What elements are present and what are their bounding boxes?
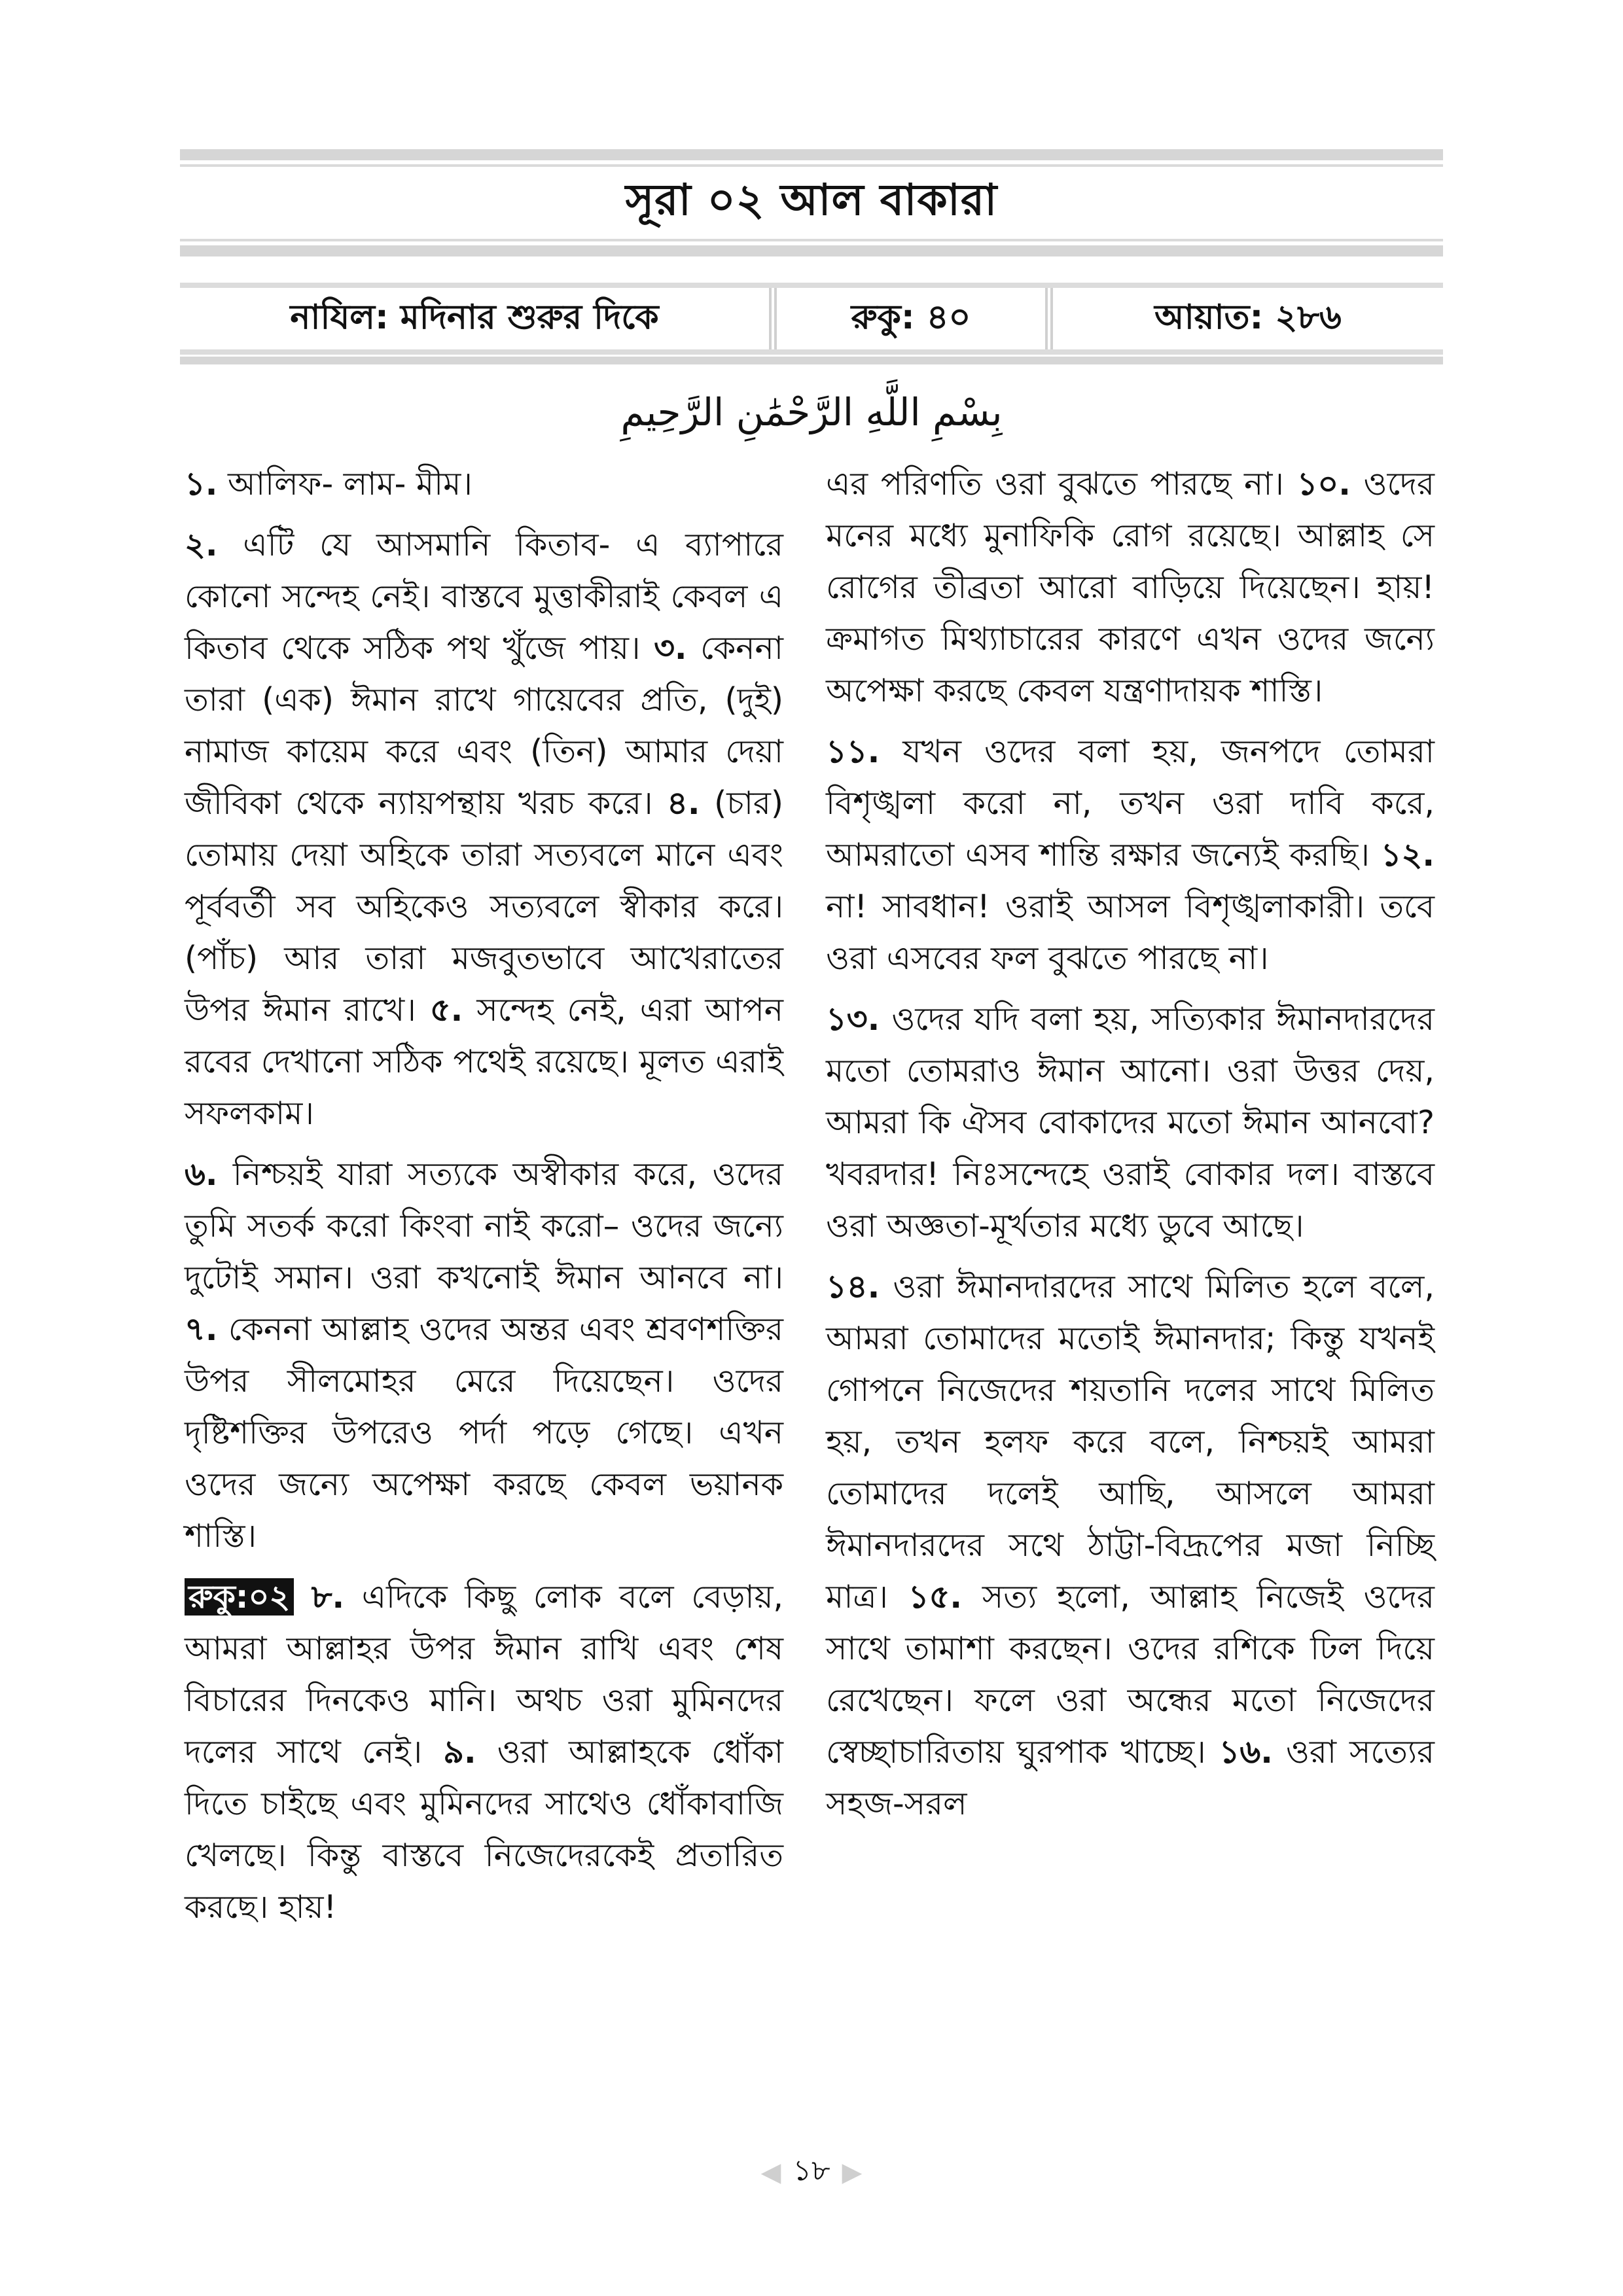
verse-text: (চার) তোমায় দেয়া অহিকে তারা সত্যবলে মানে এবং পূর্ববর্তী সব অহিকেও সত্যবলে স্বীকার করে। (পাঁচ) আর তারা মজবুতভাবে আখেরাতের উপর ঈমান রাখে। xyxy=(185,785,783,1029)
revelation-text: নাযিল: মদিনার শুরুর দিকে xyxy=(290,297,659,337)
right-column xyxy=(826,458,1435,1839)
chevron-left-icon: ◀ xyxy=(760,2157,781,2187)
verse-number: ১. xyxy=(185,465,218,503)
verse-number: ১১. xyxy=(826,733,880,770)
verse-paragraph xyxy=(826,726,1435,984)
verse-number: ৯. xyxy=(443,1733,476,1771)
verse-paragraph xyxy=(185,1148,783,1562)
verse-number: ১৬. xyxy=(1219,1733,1273,1771)
verse-text: এটি যে আসমানি কিতাব- এ ব্যাপারে কোনো সন্দেহ নেই। বাস্তবে মুত্তাকীরাই কেবল এ কিতাব থেকে সঠিক পথ খুঁজে পায়। xyxy=(185,526,783,667)
verse-number: ২. xyxy=(185,526,218,563)
verse-paragraph xyxy=(826,1261,1435,1829)
bismillah-text: بِسْمِ اللَّهِ الرَّحْمَٰنِ الرَّحِيمِ xyxy=(620,390,1003,434)
verse-text: ওরা ঈমানদারদের সাথে মিলিত হলে বলে, আমরা তোমাদের মতোই ঈমানদার; কিন্তু যখনই গোপনে নিজেদের শয়তানি দলের সাথে মিলিত হয়, তখন হলফ করে বলে, নিশ্চয়ই আমরা তোমাদের দলেই আছি, আসলে আমরা ঈমানদারদের সথে ঠাট্টা-বিদ্রূপের মজা নিচ্ছি মাত্র। xyxy=(826,1268,1435,1616)
ruku-cell xyxy=(777,288,1053,349)
ayat-count-text: আয়াত: ২৮৬ xyxy=(1154,297,1342,337)
verse-number: ৬. xyxy=(185,1156,218,1193)
rule-thin xyxy=(180,239,1443,241)
header-top-rule xyxy=(180,149,1443,167)
chevron-right-icon: ▶ xyxy=(842,2157,863,2187)
verse-text: না! সাবধান! ওরাই আসল বিশৃঙ্খলাকারী। তবে ওরা এসবের ফল বুঝতে পারছে না। xyxy=(826,888,1435,977)
verse-number: ৭. xyxy=(185,1311,218,1348)
left-column xyxy=(185,458,783,1942)
header-bottom-rule xyxy=(180,357,1443,364)
verse-number: ১৫. xyxy=(908,1578,963,1616)
rule-thick xyxy=(180,357,1443,364)
verse-paragraph xyxy=(185,1571,783,1933)
verse-number: ১৩. xyxy=(826,1000,880,1038)
verse-number: ১০. xyxy=(1296,465,1351,503)
ruku-marker-badge: রুকু:০২ xyxy=(185,1578,294,1616)
revelation-cell xyxy=(180,288,777,349)
verse-text: ওরা সত্যের সহজ-সরল xyxy=(826,1733,1435,1822)
verse-paragraph xyxy=(185,458,783,510)
verse-paragraph xyxy=(826,993,1435,1252)
ruku-count-text: রুকু: ৪০ xyxy=(851,297,971,337)
verse-text: আলিফ- লাম- মীম। xyxy=(217,465,473,503)
verse-text: কেননা আল্লাহ ওদের অন্তর এবং শ্রবণশক্তির উপর সীলমোহর মেরে দিয়েছেন। ওদের দৃষ্টিশক্তির উপরেও পর্দা পড়ে গেছে। এখন ওদের জন্যে অপেক্ষা করছে কেবল ভয়ানক শাস্তি। xyxy=(185,1311,783,1555)
verse-text: ওদের মনের মধ্যে মুনাফিকি রোগ রয়েছে। আল্লাহ সে রোগের তীব্রতা আরো বাড়িয়ে দিয়েছেন। হায়! ক্রমাগত মিথ্যাচারের কারণে এখন ওদের জন্যে অপেক্ষা করছে কেবল যন্ত্রণাদায়ক শাস্তি। xyxy=(826,465,1435,709)
verse-text: ওরা আল্লাহকে ধোঁকা দিতে চাইছে এবং মুমিনদের সাথেও ধোঁকাবাজি খেলছে। কিন্তু বাস্তবে নিজেদেরকেই প্রতারিত করছে। হায়! xyxy=(185,1733,783,1926)
verse-number: ৪. xyxy=(667,785,700,822)
verse-text: ওদের যদি বলা হয়, সত্যিকার ঈমানদারদের মতো তোমরাও ঈমান আনো। ওরা উত্তর দেয়, আমরা কি ঐসব বোকাদের মতো ঈমান আনবো? খবরদার! নিঃসন্দেহে ওরাই বোকার দল। বাস্তবে ওরা অজ্ঞতা-মূর্খতার মধ্যে ডুবে আছে। xyxy=(826,1000,1435,1245)
verse-text: সন্দেহ নেই, এরা আপন রবের দেখানো সঠিক পথেই রয়েছে। মূলত এরাই সফলকাম। xyxy=(185,991,783,1132)
page-number: ১৮ xyxy=(793,2153,830,2187)
verse-number: ১৪. xyxy=(826,1268,880,1305)
verse-text: যখন ওদের বলা হয়, জনপদে তোমরা বিশৃঙ্খলা করো না, তখন ওরা দাবি করে, আমরাতো এসব শান্তি রক্ষার জন্যেই করছি। xyxy=(826,733,1435,874)
verse-text: সত্য হলো, আল্লাহ নিজেই ওদের সাথে তামাশা করছেন। ওদের রশিকে ঢিল দিয়ে রেখেছেন। ফলে ওরা অন্ধের মতো নিজেদের স্বেচ্ছাচারিতায় ঘুরপাক খাচ্ছে। xyxy=(826,1578,1435,1771)
verse-paragraph xyxy=(826,458,1435,716)
verse-text: এর পরিণতি ওরা বুঝতে পারছে না। xyxy=(826,465,1297,503)
verse-paragraph xyxy=(185,519,783,1139)
rule-thick xyxy=(180,245,1443,256)
page-number-footer xyxy=(746,2149,877,2195)
bismillah-calligraphy xyxy=(589,380,1034,445)
header-mid-rule xyxy=(180,239,1443,256)
verse-number: ৫. xyxy=(429,991,463,1029)
ayat-cell xyxy=(1053,288,1443,349)
surah-title xyxy=(180,170,1443,236)
rule-thick xyxy=(180,149,1443,160)
verse-text: এদিকে কিছু লোক বলে বেড়ায়, আমরা আল্লাহর উপর ঈমান রাখি এবং শেষ বিচারের দিনকেও মানি। অথচ ওরা মুমিনদের দলের সাথে নেই। xyxy=(185,1578,784,1771)
verse-number: ৩. xyxy=(654,629,687,667)
verse-text: নিশ্চয়ই যারা সত্যকে অস্বীকার করে, ওদের তুমি সতর্ক করো কিংবা নাই করো– ওদের জন্যে দুটোই সমান। ওরা কখনোই ঈমান আনবে না। xyxy=(185,1156,783,1296)
verse-number: ১২. xyxy=(1380,836,1435,874)
verse-number: ৮. xyxy=(311,1578,345,1616)
verse-text: কেননা তারা (এক) ঈমান রাখে গায়েবের প্রতি, (দুই) নামাজ কায়েম করে এবং (তিন) আমার দেয়া জীবিকা থেকে ন্যায়পন্থায় খরচ করে। xyxy=(185,629,783,822)
surah-title-text: সূরা ০২ আল বাকারা xyxy=(625,175,998,225)
surah-info-row xyxy=(180,283,1443,355)
